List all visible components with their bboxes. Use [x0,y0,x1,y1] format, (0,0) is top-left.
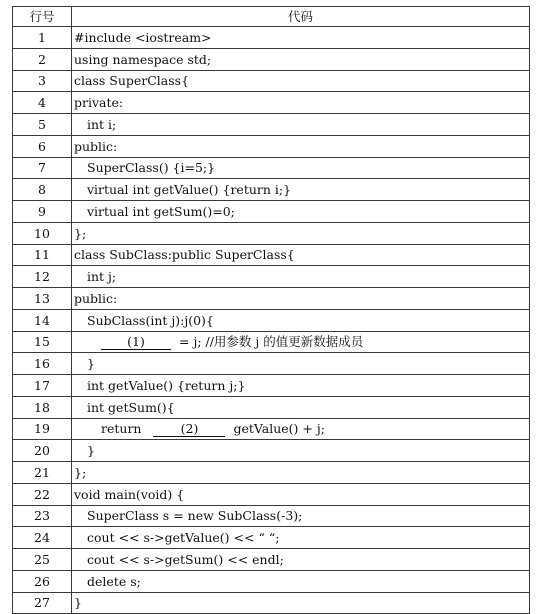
code-line-row [13,92,530,114]
code-text: } [87,356,95,372]
code-text: virtual int getValue() {return i;} [87,182,292,198]
code-text: int j; [87,269,117,285]
code-line-row [13,331,530,353]
code-line-row [13,309,530,331]
line-number: 12 [13,266,72,288]
code-line-row [13,549,530,571]
code-text: delete s; [87,573,141,589]
line-number: 6 [13,135,72,157]
line-number: 24 [13,527,72,549]
line-number: 8 [13,179,72,201]
line-number: 1 [13,27,72,49]
code-cell [72,331,530,353]
code-cell [72,266,530,288]
code-text: cout << s->getValue() << “ “; [87,530,280,546]
code-line-row [13,27,530,49]
code-line-row [13,353,530,375]
line-number: 25 [13,549,72,571]
line-number: 21 [13,462,72,484]
code-text: int getSum(){ [87,399,175,415]
line-number: 3 [13,70,72,92]
code-cell [72,222,530,244]
code-text: getValue() + j; [233,421,325,437]
line-number: 11 [13,244,72,266]
line-number: 2 [13,48,72,70]
code-text: SuperClass() {i=5;} [87,160,216,176]
code-cell [72,179,530,201]
code-cell [72,527,530,549]
code-text: }; [74,225,87,241]
line-number: 20 [13,440,72,462]
code-line-row [13,570,530,592]
line-number: 5 [13,114,72,136]
code-text: int getValue() {return j;} [87,377,246,393]
code-cell [72,135,530,157]
code-text: }; [74,464,87,480]
line-number: 18 [13,396,72,418]
table-header-row [13,7,530,27]
line-number: 27 [13,592,72,614]
code-text: SubClass(int j):j(0){ [87,312,214,328]
code-cell [72,462,530,484]
code-cell [72,288,530,310]
code-cell [72,375,530,397]
code-text: private: [74,95,124,111]
code-line-row [13,483,530,505]
code-line-row [13,70,530,92]
code-cell [72,418,530,440]
code-line-row [13,48,530,70]
code-line-row [13,201,530,223]
code-text: } [74,595,82,611]
code-text: public: [74,290,118,306]
code-text: #include <iostream> [74,29,212,45]
code-text: void main(void) { [74,486,185,502]
line-number: 15 [13,331,72,353]
code-text: int i; [87,116,117,132]
code-cell [72,396,530,418]
code-line-row [13,114,530,136]
line-number: 7 [13,157,72,179]
code-line-row [13,266,530,288]
code-line-row [13,288,530,310]
code-cell [72,201,530,223]
code-line-row [13,440,530,462]
code-text: } [87,443,95,459]
code-line-row [13,505,530,527]
line-number: 17 [13,375,72,397]
code-cell [72,48,530,70]
code-header: 代码 [72,7,530,27]
line-number: 22 [13,483,72,505]
code-text: class SubClass:public SuperClass{ [74,247,295,263]
line-number: 26 [13,570,72,592]
code-cell [72,549,530,571]
line-number: 23 [13,505,72,527]
line-number: 4 [13,92,72,114]
code-line-row [13,418,530,440]
code-line-row [13,375,530,397]
code-line-row [13,179,530,201]
code-line-row [13,244,530,266]
code-text: public: [74,138,118,154]
code-text: virtual int getSum()=0; [87,203,235,219]
line-number: 13 [13,288,72,310]
code-text: = j; //用参数 j 的值更新数据成员 [179,334,364,350]
code-cell [72,27,530,49]
code-body [13,27,530,614]
code-cell [72,157,530,179]
fill-blank-2: (2) [153,422,225,437]
code-cell [72,353,530,375]
code-cell [72,114,530,136]
line-number: 14 [13,309,72,331]
code-cell [72,92,530,114]
code-line-row [13,157,530,179]
line-number: 19 [13,418,72,440]
code-text: SuperClass s = new SubClass(-3); [87,508,303,524]
code-text: using namespace std; [74,51,212,67]
line-number: 10 [13,222,72,244]
code-line-row [13,527,530,549]
code-table [12,6,530,614]
code-line-row [13,222,530,244]
line-number: 16 [13,353,72,375]
code-cell [72,70,530,92]
code-line-row [13,396,530,418]
line-number-header: 行号 [13,7,72,27]
code-line-row [13,135,530,157]
code-cell [72,309,530,331]
code-cell [72,592,530,614]
line-number: 9 [13,201,72,223]
code-cell [72,570,530,592]
code-text: cout << s->getSum() << endl; [87,551,284,567]
code-cell [72,483,530,505]
code-line-row [13,462,530,484]
code-text: return [101,421,142,437]
code-cell [72,244,530,266]
code-cell [72,505,530,527]
fill-blank-1: (1) [101,335,171,350]
code-line-row [13,592,530,614]
code-cell [72,440,530,462]
code-text: class SuperClass{ [74,73,190,89]
